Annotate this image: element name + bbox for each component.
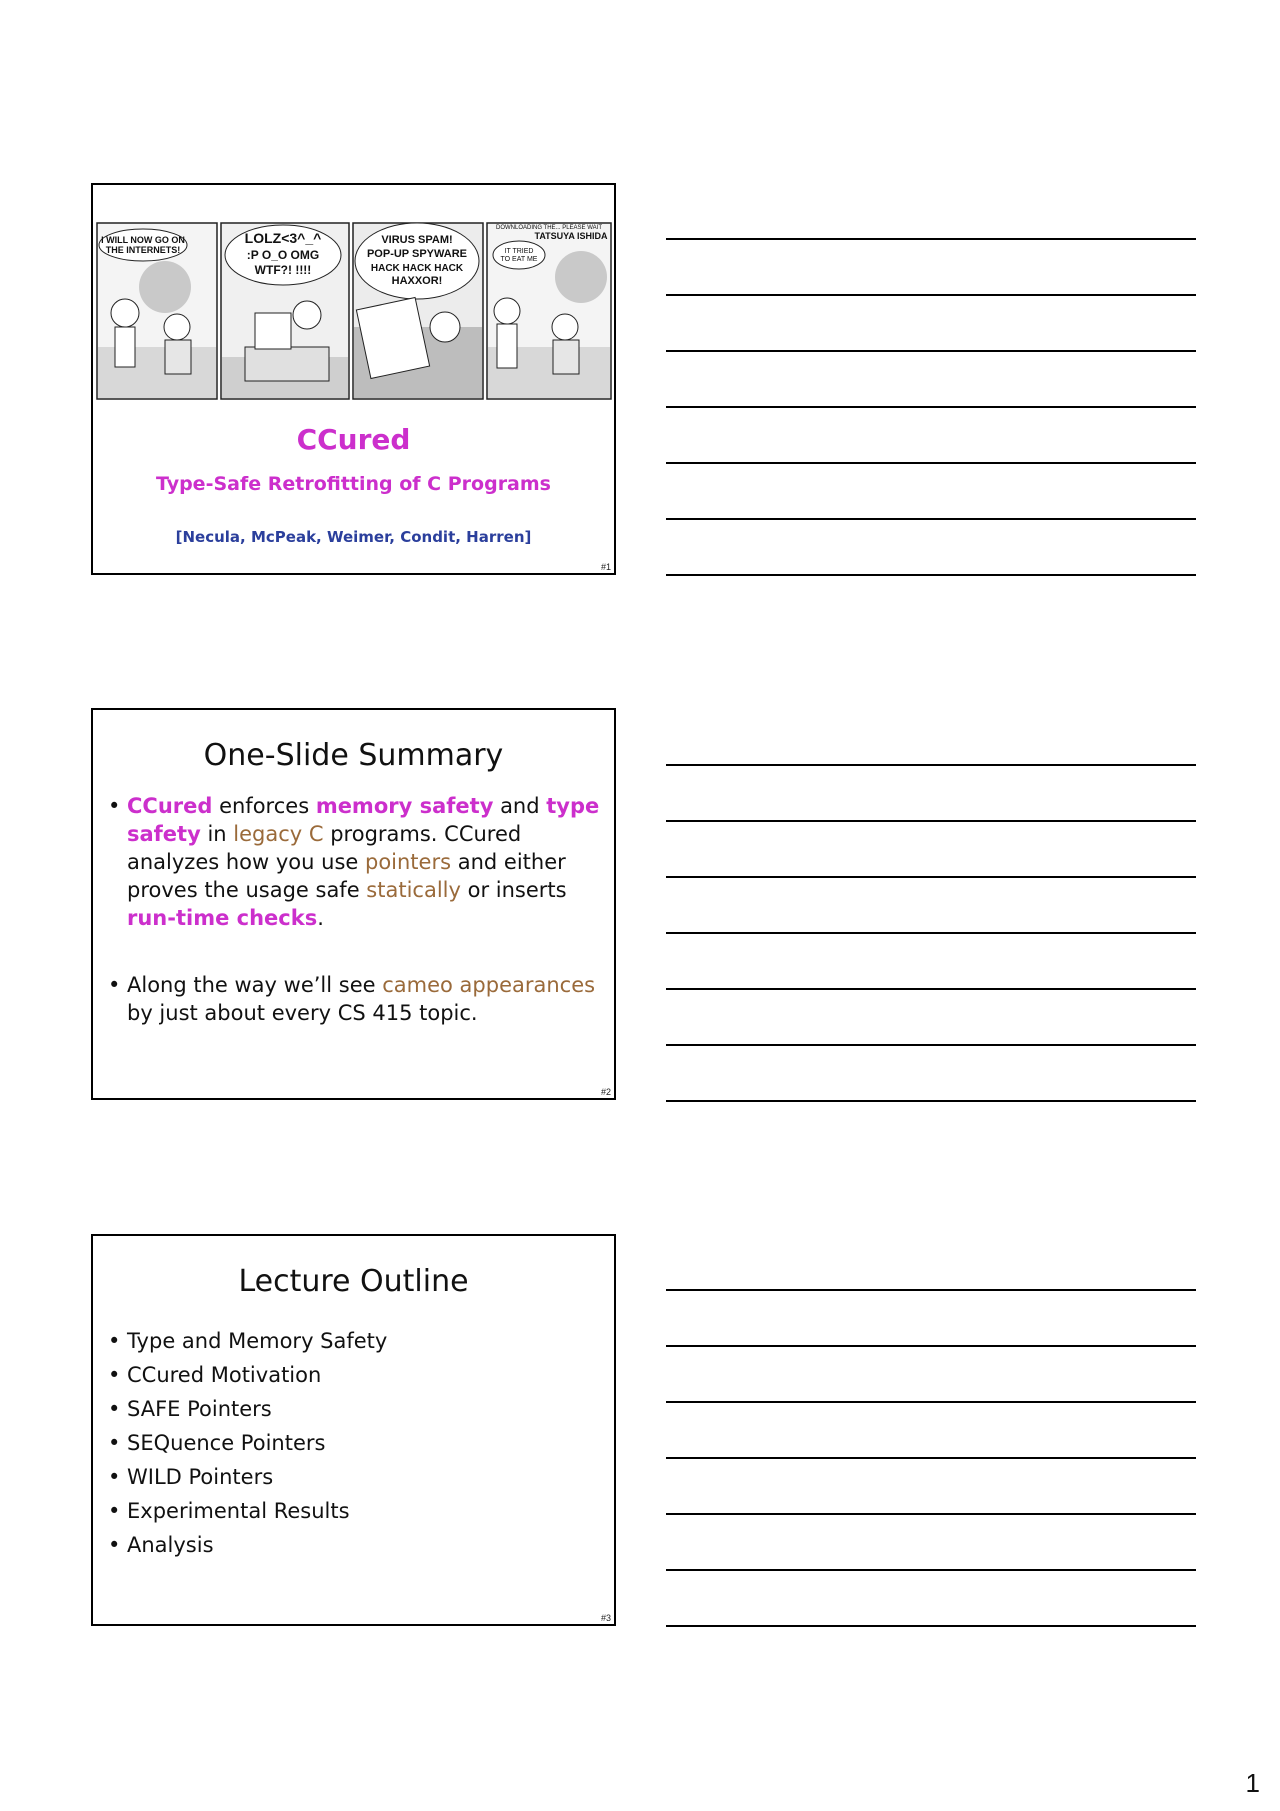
svg-text:POP-UP SPYWARE: POP-UP SPYWARE [366,248,468,260]
note-line [666,294,1196,296]
note-line [666,518,1196,520]
note-line [666,350,1196,352]
body-text: in [200,822,234,846]
svg-text:VIRUS SPAM!: VIRUS SPAM! [381,234,453,246]
body-text: enforces [212,794,316,818]
slide-3 [91,1234,616,1626]
slide-subtitle: Type-Safe Retrofitting of C Programs [155,473,551,495]
highlight-text: legacy C [233,822,324,846]
body-text: programs. CCured analyzes how you use [127,822,522,874]
outline-item: • Analysis [105,1528,600,1562]
outline-list [105,1324,600,1562]
bullet-item [105,971,600,1027]
outline-item: • Experimental Results [105,1494,600,1528]
outline-item: • SAFE Pointers [105,1392,600,1426]
note-line [666,1625,1196,1627]
note-line [666,406,1196,408]
slide-2 [91,708,616,1100]
svg-text:DOWNLOADING THE... PLEASE WAIT: DOWNLOADING THE... PLEASE WAIT [495,225,603,231]
emphasis-text: type safety [127,794,600,846]
slide-1 [91,183,616,575]
body-text: Along the way we’ll see [127,973,383,997]
bullet-list [105,792,600,1027]
bullet-item [105,792,600,932]
note-line [666,1401,1196,1403]
note-line [666,1100,1196,1102]
outline-item: • Type and Memory Safety [105,1324,600,1358]
svg-text:THE INTERNETS!: THE INTERNETS! [105,245,181,255]
body-text: . [317,906,324,930]
note-line [666,932,1196,934]
body-text: by just about every CS 415 topic. [127,1001,478,1025]
slide-title: CCured [296,423,411,456]
svg-text:HAXXOR!: HAXXOR! [391,275,443,287]
note-line [666,820,1196,822]
note-line [666,1289,1196,1291]
note-line [666,1345,1196,1347]
slide-authors: [Necula, McPeak, Weimer, Condit, Harren] [175,528,532,546]
highlight-text: cameo appearances [382,973,596,997]
highlight-text: statically [366,878,461,902]
note-line [666,1569,1196,1571]
svg-text:WTF?! !!!!: WTF?! !!!! [254,263,312,277]
svg-text:IT TRIED: IT TRIED [504,248,534,255]
note-line [666,238,1196,240]
note-line [666,764,1196,766]
emphasis-text: memory safety [315,794,494,818]
slide-title: One-Slide Summary [203,738,504,773]
svg-text:LOLZ<3^_^: LOLZ<3^_^ [244,230,322,246]
note-line [666,876,1196,878]
note-line [666,1044,1196,1046]
note-line [666,574,1196,576]
note-line [666,1513,1196,1515]
emphasis-text: run-time checks [127,906,318,930]
page-number: 1 [1245,1768,1260,1798]
body-text: and [493,794,547,818]
outline-item: • CCured Motivation [105,1358,600,1392]
outline-item: • SEQuence Pointers [105,1426,600,1460]
slide-number: #3 [600,1613,611,1623]
svg-text::P O_O OMG: :P O_O OMG [246,248,320,262]
slide-number: #1 [600,562,611,572]
note-line [666,1457,1196,1459]
highlight-text: pointers [364,850,452,874]
slide-title: Lecture Outline [238,1264,469,1299]
outline-item: • WILD Pointers [105,1460,600,1494]
svg-text:I WILL NOW GO ON: I WILL NOW GO ON [101,235,185,245]
slide-number: #2 [600,1087,611,1097]
svg-text:HACK HACK HACK: HACK HACK HACK [370,263,464,274]
note-line [666,462,1196,464]
svg-text:TO EAT ME: TO EAT ME [500,256,538,263]
body-text: or inserts [460,878,567,902]
comic-strip-image [95,217,613,401]
note-line [666,988,1196,990]
body-text: and either proves the usage safe [127,850,566,902]
svg-text:TATSUYA ISHIDA: TATSUYA ISHIDA [534,231,608,241]
emphasis-text: CCured [127,794,213,818]
